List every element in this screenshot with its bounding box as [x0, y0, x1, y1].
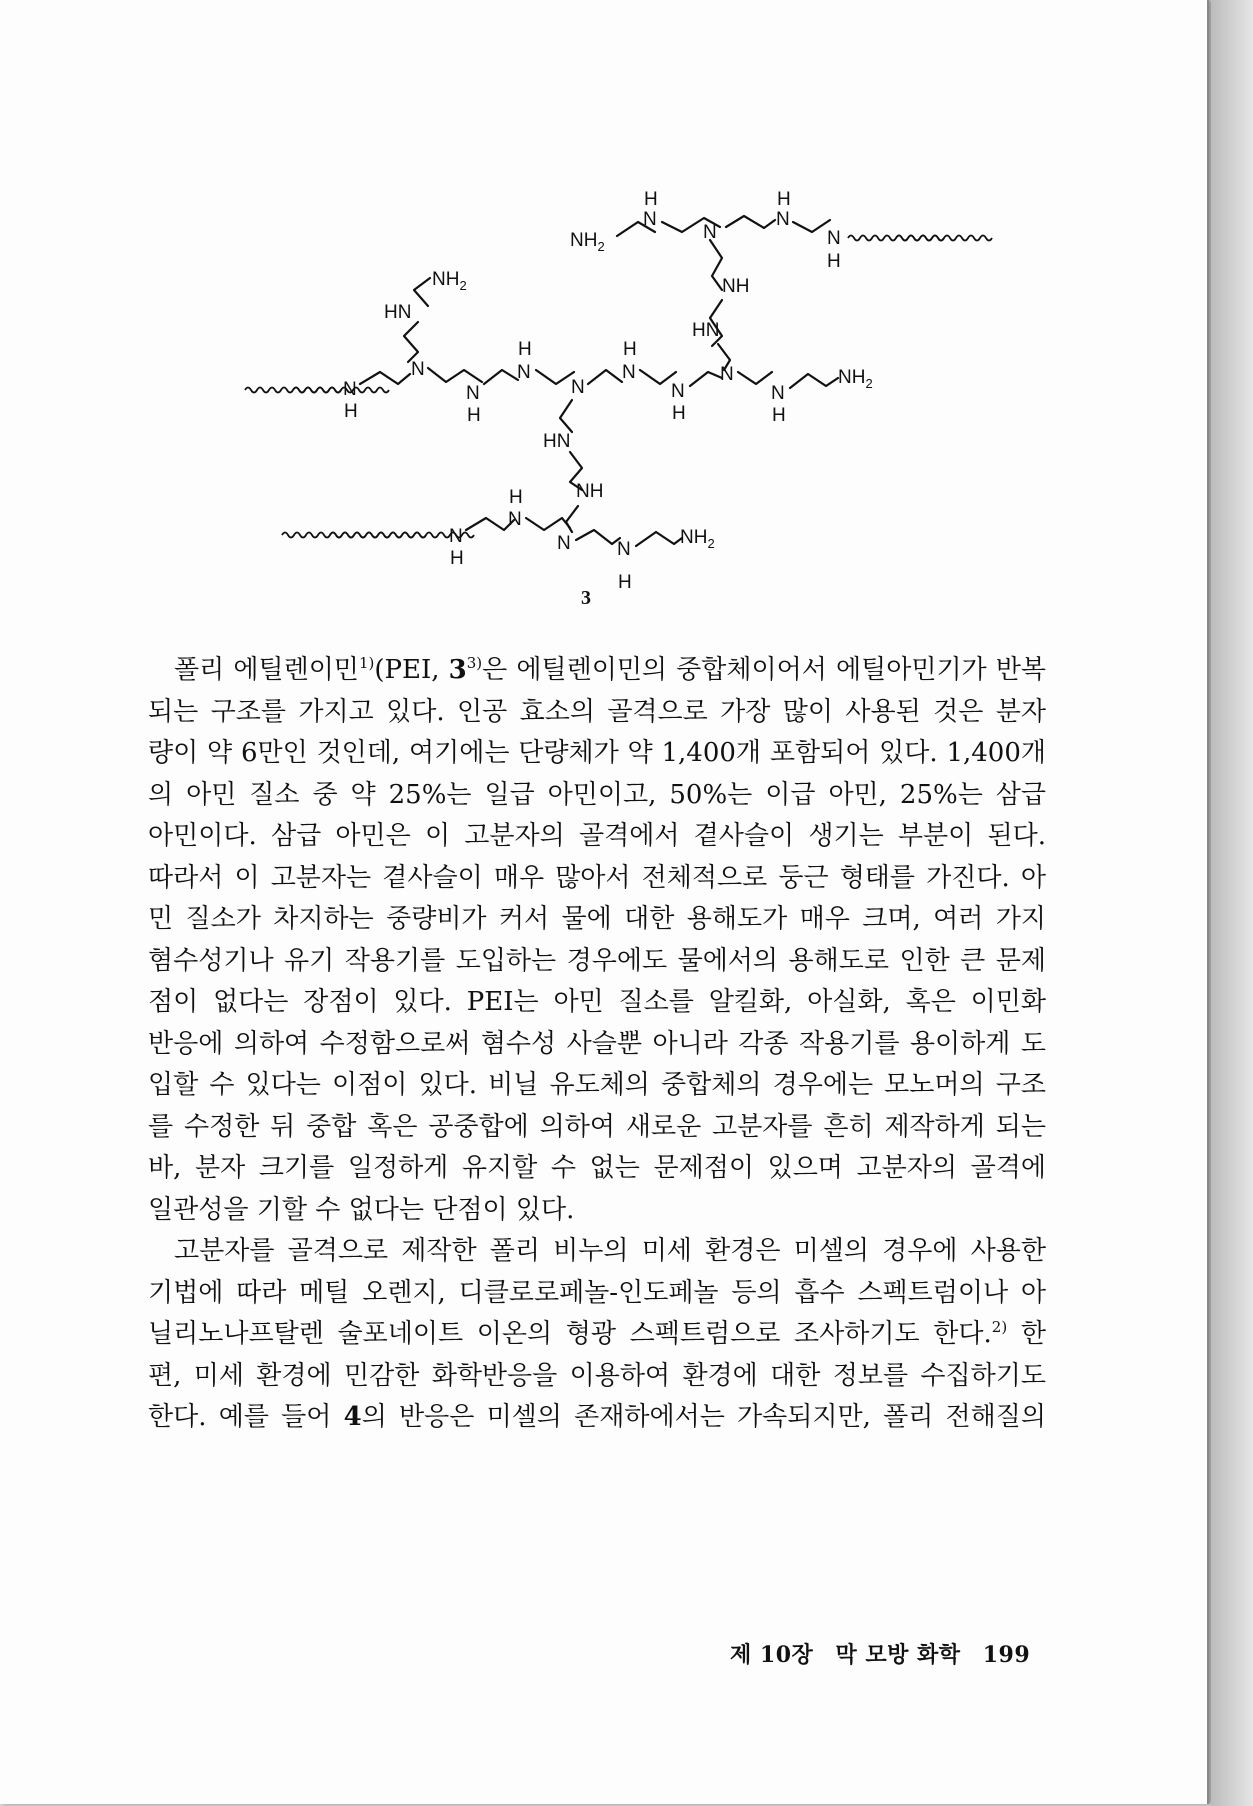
top-chain: [570, 189, 992, 272]
atom-nh2: $NH_2$: [432, 269, 467, 293]
atom-n: N: [411, 359, 425, 380]
compound-ref: 3: [448, 655, 467, 685]
atom-n: N: [703, 222, 717, 243]
text-line: 반응에 의하여 수정함으로써 혐수성 사슬뿐 아니라 각종 작용기를 용이하게 도: [148, 1028, 1046, 1059]
footnote-ref: 1): [358, 654, 375, 672]
text-line: 민 질소가 차지하는 중량비가 커서 물에 대한 용해도가 매우 크며, 여러 가지: [148, 904, 1046, 934]
text-line: 의 아민 질소 중 약 25%는 일급 아민이고, 50%는 이급 아민, 25%는 삼급: [148, 779, 1046, 810]
atom-n: N: [449, 526, 463, 547]
text-line: 를 수정한 뒤 중합 혹은 공중합에 의하여 새로운 고분자를 흔히 제작하게 되는: [148, 1111, 1046, 1142]
atom-h: H: [509, 487, 523, 508]
atom-nh2: $NH_2$: [838, 367, 873, 391]
footnote-ref: 3): [466, 654, 483, 672]
text-line: 따라서 이 고분자는 곁사슬이 매우 많아서 전체적으로 둥근 형태를 가진다. 아: [148, 862, 1046, 893]
atom-n: N: [643, 209, 657, 230]
atom-h: H: [450, 548, 464, 569]
pei-structure-figure: [0, 150, 1207, 620]
atom-nh2: $NH_2$: [570, 230, 605, 254]
page-footer: [730, 1638, 1044, 1669]
text-line: 입할 수 있다는 이점이 있다. 비닐 유도체의 중합체의 경우에는 모노머의 구조: [148, 1070, 1046, 1100]
middle-chain: [245, 339, 873, 426]
page-edge: [1211, 0, 1253, 1806]
footnote-ref: 2): [991, 1318, 1008, 1336]
atom-nh2: $NH_2$: [680, 527, 715, 551]
text-line: 일관성을 기할 수 없다는 단점이 있다.: [148, 1194, 575, 1225]
text-line: 점이 없다는 장점이 있다. PEI는 아민 질소를 알킬화, 아실화, 혹은 이민화: [148, 987, 1046, 1017]
atom-hn: HN: [692, 320, 720, 341]
atom-n: N: [466, 383, 480, 404]
atom-h: H: [672, 403, 686, 424]
compound-ref: 4: [343, 1402, 362, 1432]
text-line: 폴리 에틸렌이민$^{1)}$(PEI, 3$^{3)}$은 에틸렌이민의 중합체이어서 에틸아민기가 반복: [174, 654, 1047, 685]
right-branch: [692, 240, 749, 370]
page-number: 199: [982, 1642, 1031, 1668]
atom-n: N: [622, 362, 636, 383]
atom-n: N: [720, 364, 734, 385]
atom-h: H: [344, 401, 358, 422]
text-line: 고분자를 골격으로 제작한 폴리 비누의 미세 환경은 미셀의 경우에 사용한: [174, 1236, 1046, 1266]
compound-number: 3: [581, 587, 591, 609]
atom-h: H: [827, 251, 841, 272]
atom-h: H: [777, 189, 791, 210]
atom-n: N: [571, 377, 585, 398]
atom-n: N: [343, 379, 357, 400]
text-line: 량이 약 6만인 것인데, 여기에는 단량체가 약 1,400개 포함되어 있다. 1,400개: [148, 738, 1046, 768]
atom-h: H: [772, 405, 786, 426]
lower-branch: [543, 400, 603, 532]
text-line: 바, 분자 크기를 일정하게 유지할 수 없는 문제점이 있으며 고분자의 골격에: [148, 1153, 1046, 1183]
text-line: 아민이다. 삼급 아민은 이 고분자의 골격에서 곁사슬이 생기는 부분이 된다.: [148, 821, 1046, 851]
atom-h: H: [623, 339, 637, 360]
text-line: 편, 미세 환경에 민감한 화학반응을 이용하여 환경에 대한 정보를 수집하기도: [148, 1360, 1046, 1391]
text-line: 닐리노나프탈렌 술포네이트 이온의 형광 스펙트럼으로 조사하기도 한다.$^{2)}$ 한: [148, 1318, 1046, 1349]
atom-n: N: [671, 381, 685, 402]
atom-h: H: [518, 339, 532, 360]
atom-hn: HN: [384, 302, 412, 323]
atom-hn: HN: [543, 431, 571, 452]
text-line: 혐수성기나 유기 작용기를 도입하는 경우에도 물에서의 용해도로 인한 큰 문제: [148, 945, 1046, 976]
atom-h: H: [467, 405, 481, 426]
atom-h: H: [644, 189, 658, 210]
chapter-label: 제 10장: [730, 1642, 814, 1668]
text-line: 한다. 예를 들어 4의 반응은 미셀의 존재하에서는 가속되지만, 폴리 전해질의: [148, 1402, 1046, 1432]
atom-n: N: [617, 539, 631, 560]
atom-nh: NH: [722, 276, 750, 297]
atom-n: N: [827, 228, 841, 249]
left-branch: [384, 269, 467, 362]
atom-n: N: [557, 533, 571, 554]
atom-h: H: [618, 572, 632, 593]
text-line: 되는 구조를 가지고 있다. 인공 효소의 골격으로 가장 많이 사용된 것은 분자: [148, 696, 1046, 727]
text-line: 기법에 따라 메틸 오렌지, 디클로로페놀-인도페놀 등의 흡수 스펙트럼이나 아: [148, 1277, 1046, 1308]
chapter-title: 막 모방 화학: [835, 1642, 961, 1668]
atom-n: N: [776, 209, 790, 230]
atom-n: N: [508, 509, 522, 530]
bottom-chain: [282, 487, 715, 609]
body-text: [148, 650, 1046, 1439]
atom-nh: NH: [576, 481, 604, 502]
atom-n: N: [517, 362, 531, 383]
atom-n: N: [771, 383, 785, 404]
